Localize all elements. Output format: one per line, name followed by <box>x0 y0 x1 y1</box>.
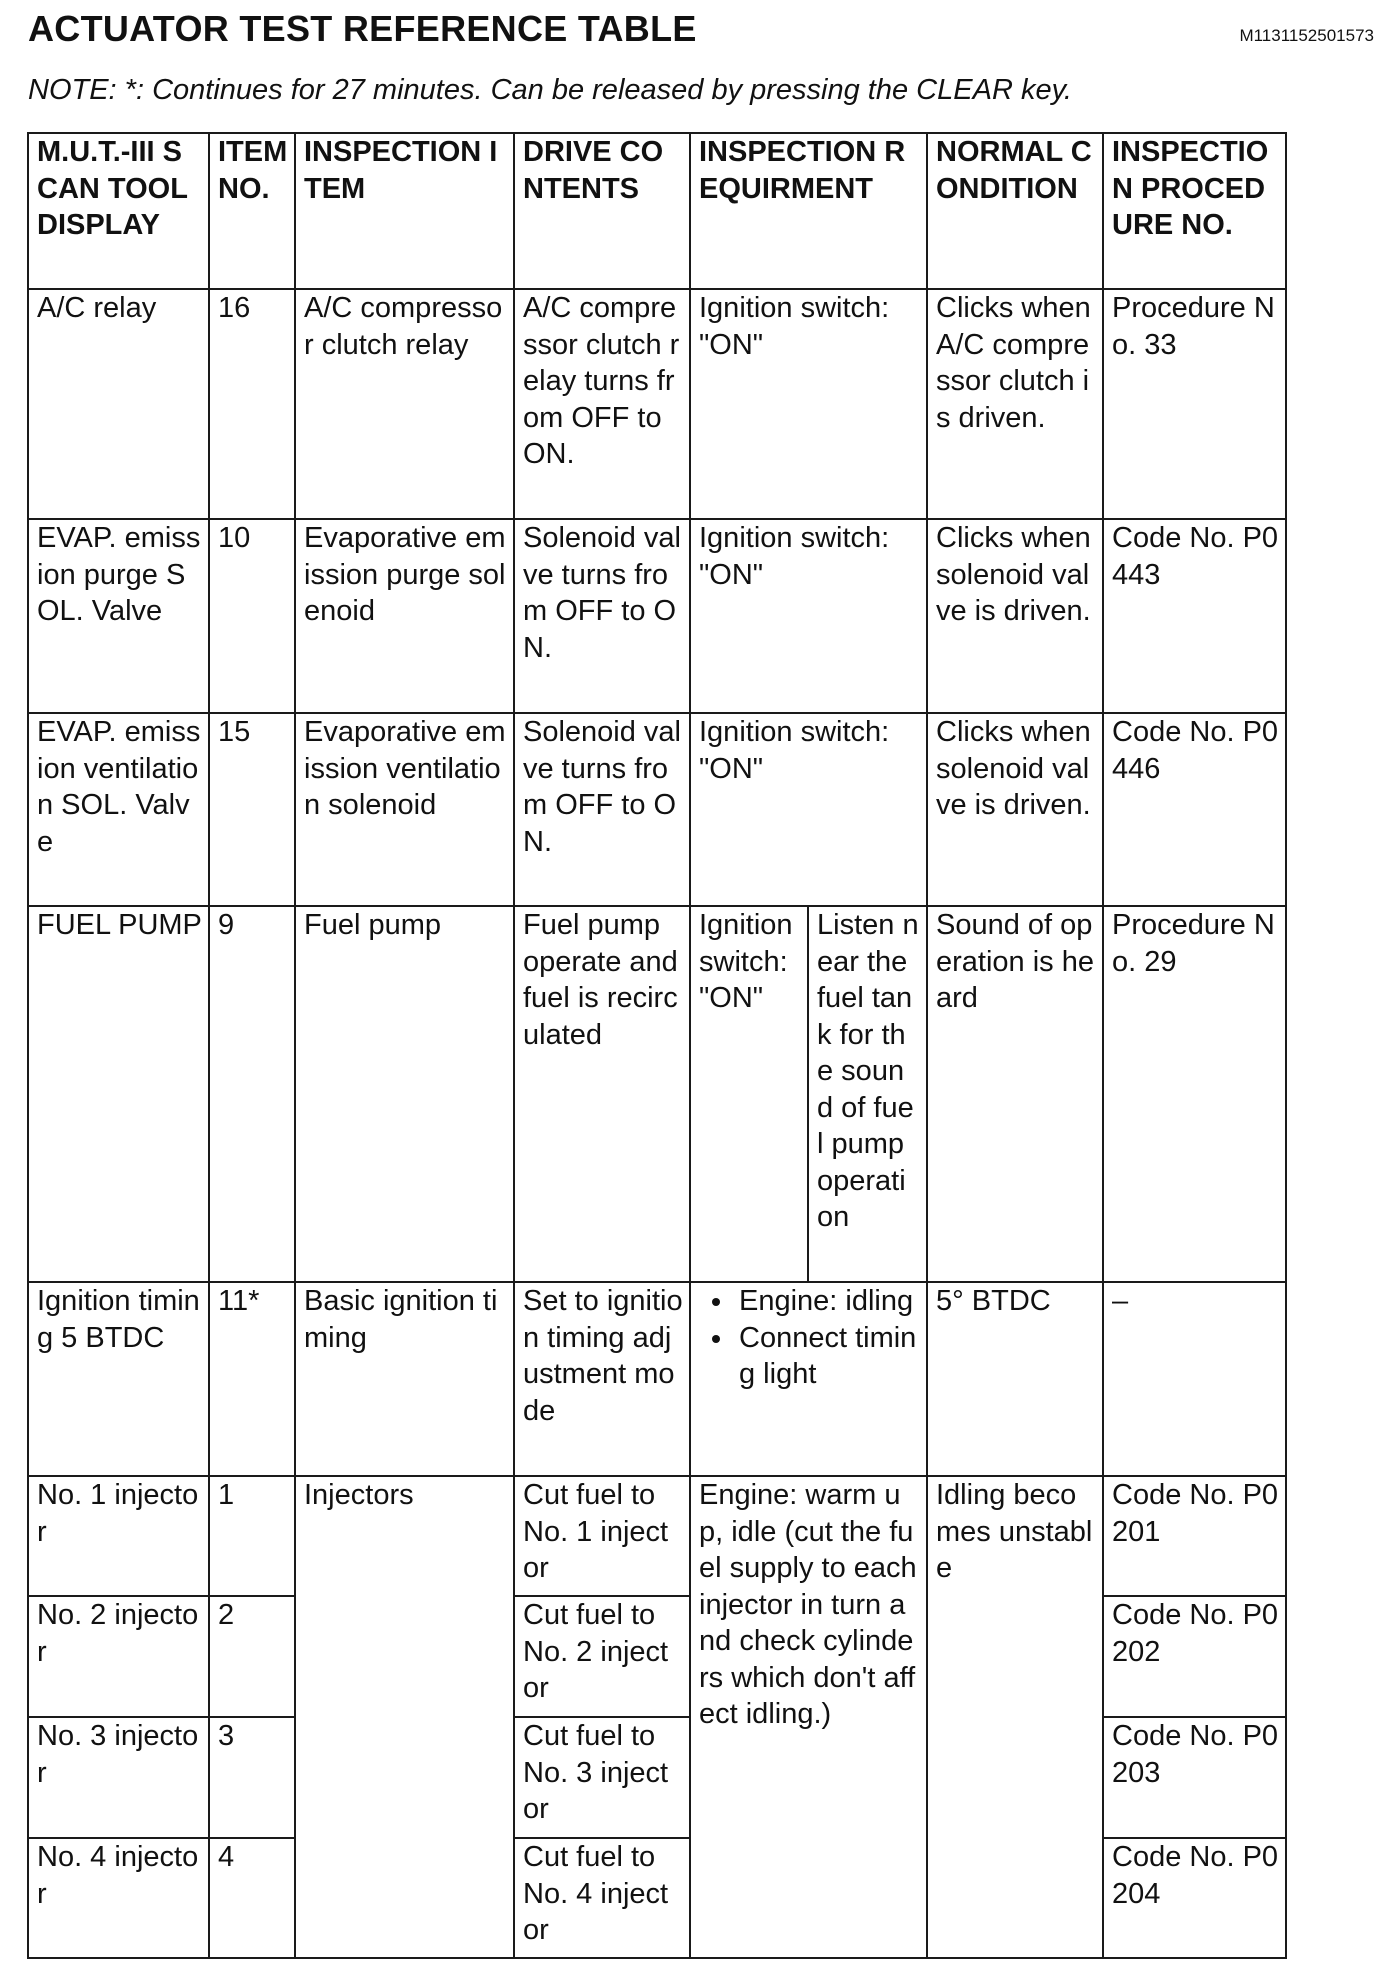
cell-procedure: Code No. P0203 <box>1103 1717 1286 1838</box>
cell-item-no: 11* <box>209 1282 295 1476</box>
cell-procedure: Code No. P0202 <box>1103 1596 1286 1717</box>
cell-requirement <box>690 1282 927 1476</box>
cell-procedure: Procedure No. 33 <box>1103 289 1286 519</box>
cell-display: No. 2 injector <box>28 1596 209 1717</box>
cell-display: No. 3 injector <box>28 1717 209 1838</box>
col-header-drive-contents: DRIVE CONTENTS <box>514 133 690 289</box>
col-header-display: M.U.T.-III SCAN TOOL DISPLAY <box>28 133 209 289</box>
table-row <box>28 289 1286 519</box>
cell-normal-condition: 5° BTDC <box>927 1282 1103 1476</box>
col-header-procedure: INSPECTION PROCEDURE NO. <box>1103 133 1286 289</box>
cell-normal-condition: Clicks when A/C compressor clutch is driven. <box>927 289 1103 519</box>
cell-display: No. 4 injector <box>28 1838 209 1958</box>
actuator-test-table <box>27 132 1287 1959</box>
cell-drive-contents: Fuel pump operate and fuel is recirculated <box>514 906 690 1282</box>
cell-drive-contents: Cut fuel to No. 2 injector <box>514 1596 690 1717</box>
cell-item-no: 10 <box>209 519 295 713</box>
cell-drive-contents: Cut fuel to No. 4 injector <box>514 1838 690 1958</box>
cell-normal-condition: Clicks when solenoid valve is driven. <box>927 519 1103 713</box>
cell-requirement: Ignition switch: "ON" <box>690 519 927 713</box>
cell-display: No. 1 injector <box>28 1476 209 1596</box>
cell-display: EVAP. emission purge SOL. Valve <box>28 519 209 713</box>
cell-procedure: Procedure No. 29 <box>1103 906 1286 1282</box>
cell-item-no: 9 <box>209 906 295 1282</box>
cell-inspection-item: Evaporative emission ventilation solenoid <box>295 713 514 906</box>
table-header-row <box>28 133 1286 289</box>
cell-requirement-condition: Ignition switch: "ON" <box>690 906 808 1282</box>
cell-normal-condition: Sound of operation is heard <box>927 906 1103 1282</box>
cell-drive-contents: Cut fuel to No. 3 injector <box>514 1717 690 1838</box>
list-item: • Connect timing light <box>735 1320 920 1393</box>
cell-drive-contents: Solenoid valve turns from OFF to ON. <box>514 713 690 906</box>
cell-requirement: Ignition switch: "ON" <box>690 289 927 519</box>
cell-inspection-item: Injectors <box>295 1476 514 1958</box>
cell-inspection-item: Basic ignition timing <box>295 1282 514 1476</box>
col-header-requirement: INSPECTION REQUIRMENT <box>690 133 927 289</box>
cell-drive-contents: A/C compressor clutch relay turns from OFF to ON. <box>514 289 690 519</box>
cell-drive-contents: Solenoid valve turns from OFF to ON. <box>514 519 690 713</box>
cell-procedure: Code No. P0446 <box>1103 713 1286 906</box>
cell-inspection-item: Evaporative emission purge solenoid <box>295 519 514 713</box>
table-row <box>28 906 1286 1282</box>
cell-item-no: 1 <box>209 1476 295 1596</box>
table-row <box>28 1282 1286 1476</box>
cell-drive-contents: Cut fuel to No. 1 injector <box>514 1476 690 1596</box>
cell-drive-contents: Set to ignition timing adjustment mode <box>514 1282 690 1476</box>
table-row <box>28 713 1286 906</box>
cell-requirement: Ignition switch: "ON" <box>690 713 927 906</box>
cell-procedure: – <box>1103 1282 1286 1476</box>
cell-procedure: Code No. P0201 <box>1103 1476 1286 1596</box>
cell-display: A/C relay <box>28 289 209 519</box>
requirement-list <box>699 1283 920 1393</box>
table-row <box>28 519 1286 713</box>
cell-procedure: Code No. P0204 <box>1103 1838 1286 1958</box>
cell-display: Ignition timing 5 BTDC <box>28 1282 209 1476</box>
cell-item-no: 4 <box>209 1838 295 1958</box>
cell-inspection-item: Fuel pump <box>295 906 514 1282</box>
cell-display: EVAP. emission ventilation SOL. Valve <box>28 713 209 906</box>
col-header-item-no: ITEM NO. <box>209 133 295 289</box>
cell-requirement-detail: Listen near the fuel tank for the sound of fuel pump operation <box>808 906 927 1282</box>
note-text: NOTE: *: Continues for 27 minutes. Can be released by pressing the CLEAR key. <box>28 74 1072 106</box>
cell-display: FUEL PUMP <box>28 906 209 1282</box>
cell-normal-condition: Idling becomes unstable <box>927 1476 1103 1958</box>
document-id: M1131152501573 <box>1239 26 1374 45</box>
cell-normal-condition: Clicks when solenoid valve is driven. <box>927 713 1103 906</box>
table-row <box>28 1476 1286 1596</box>
cell-item-no: 16 <box>209 289 295 519</box>
col-header-inspection-item: INSPECTION ITEM <box>295 133 514 289</box>
cell-item-no: 15 <box>209 713 295 906</box>
cell-item-no: 2 <box>209 1596 295 1717</box>
cell-item-no: 3 <box>209 1717 295 1838</box>
col-header-normal-condition: NORMAL CONDITION <box>927 133 1103 289</box>
cell-requirement: Engine: warm up, idle (cut the fuel supply to each injector in turn and check cylinders which don't affect idling.) <box>690 1476 927 1958</box>
cell-inspection-item: A/C compressor clutch relay <box>295 289 514 519</box>
page-title: ACTUATOR TEST REFERENCE TABLE <box>28 8 697 49</box>
list-item: • Engine: idling <box>735 1283 920 1320</box>
cell-procedure: Code No. P0443 <box>1103 519 1286 713</box>
